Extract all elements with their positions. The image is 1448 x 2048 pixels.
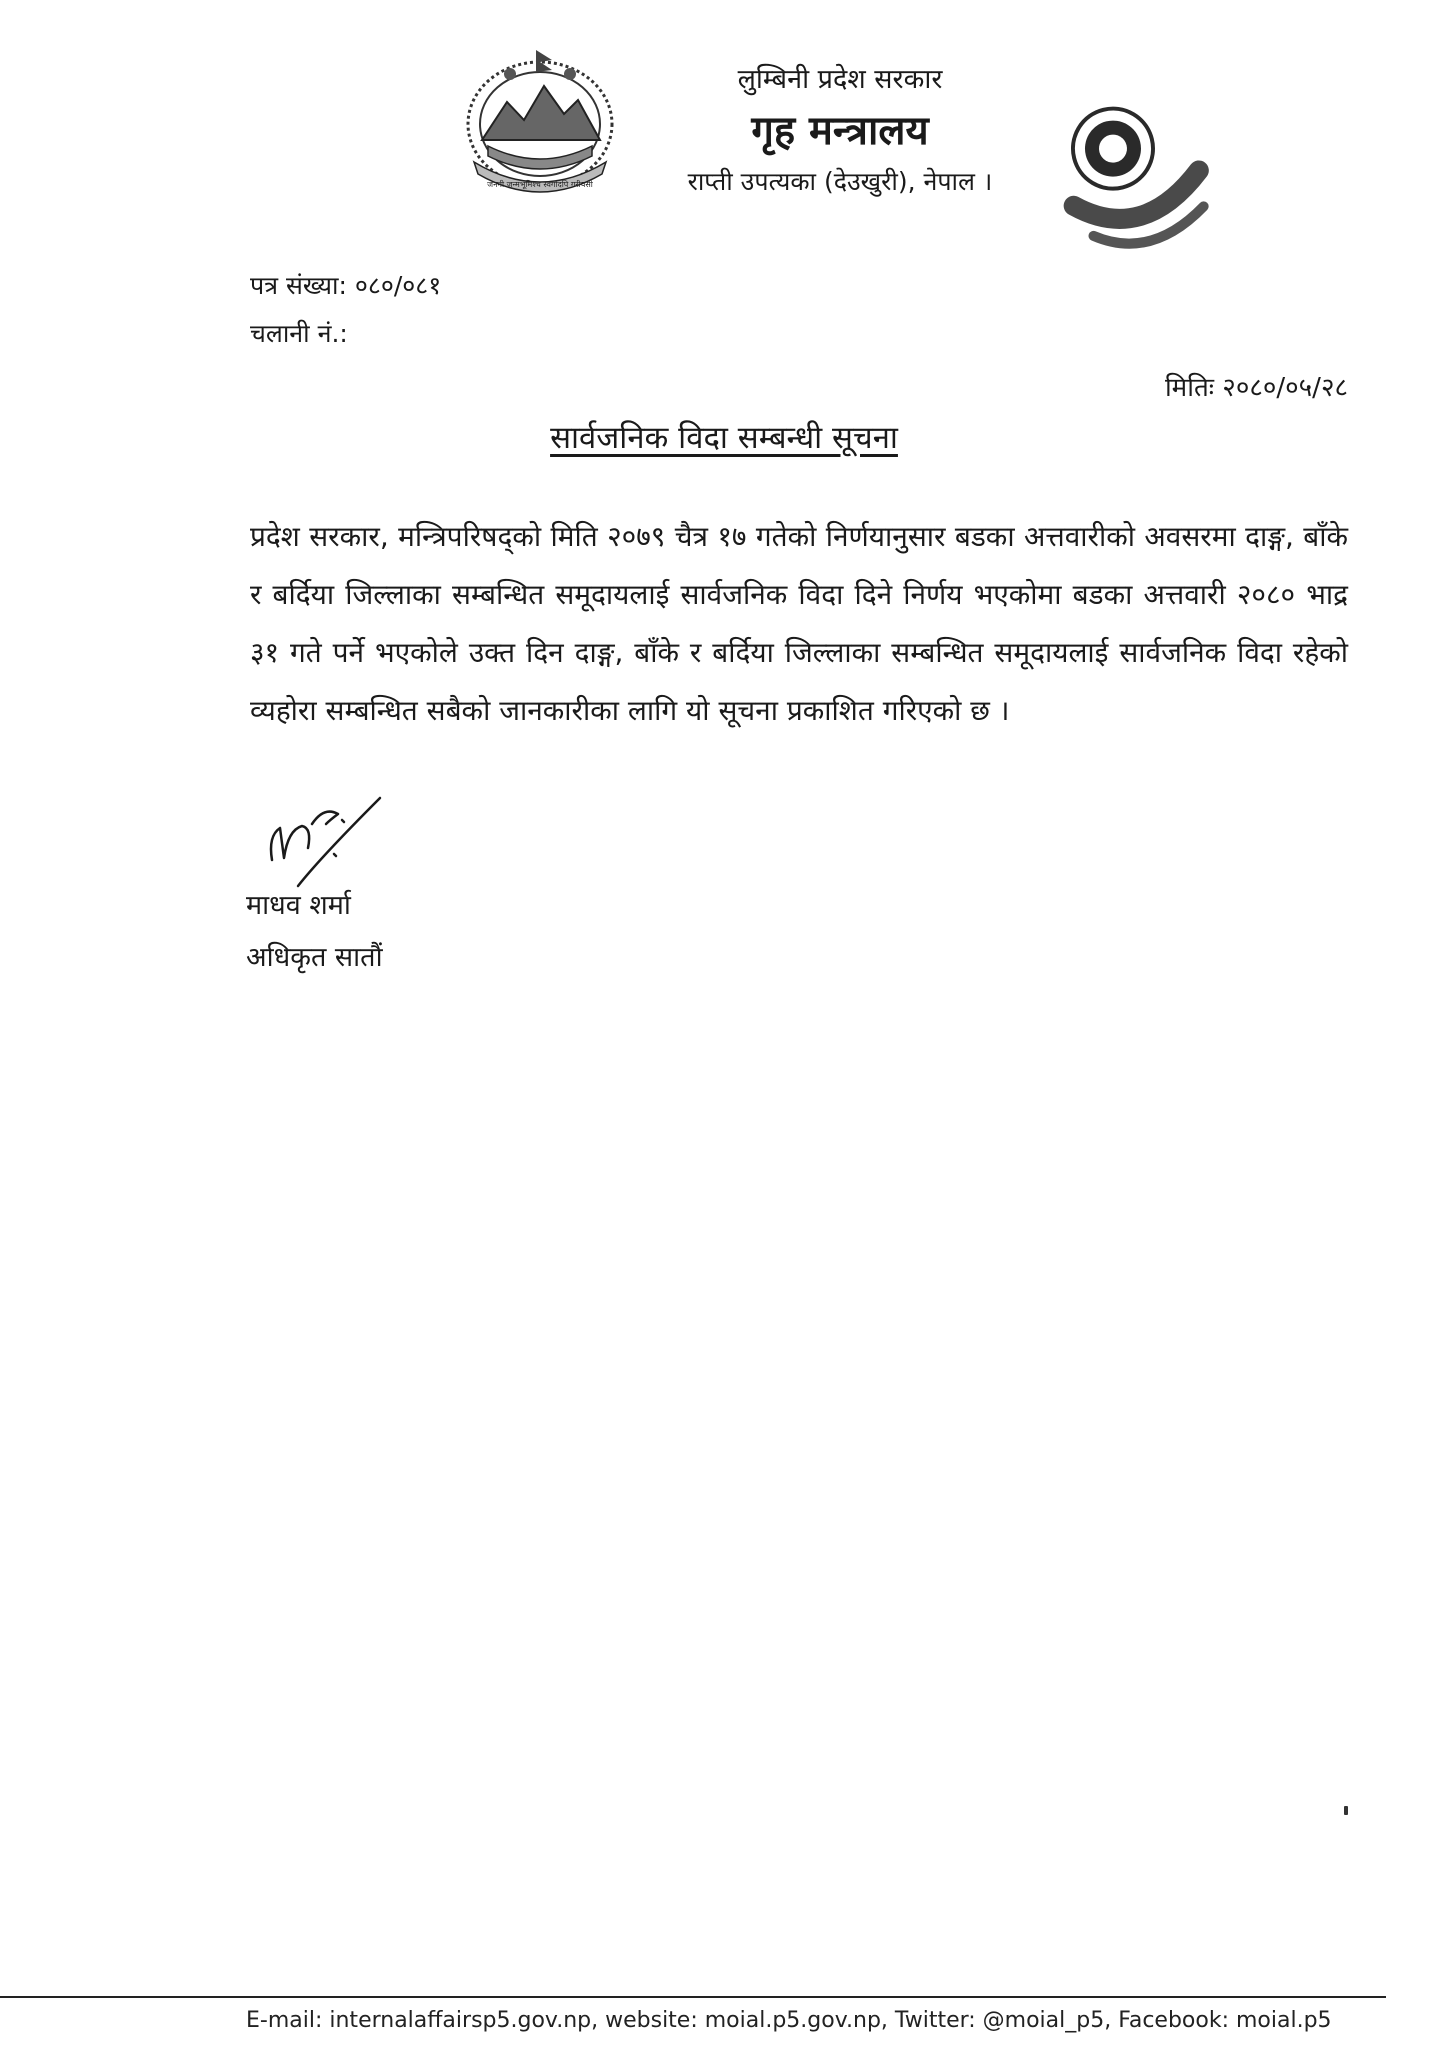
ministry-name: गृह मन्त्रालय bbox=[751, 108, 929, 154]
signatory-name: माधव शर्मा bbox=[246, 890, 351, 921]
office-stamp-icon bbox=[1010, 96, 1246, 272]
dispatch-number: चलानी नं.: bbox=[250, 319, 348, 348]
letterhead bbox=[640, 60, 1040, 202]
signatory-block bbox=[246, 880, 383, 984]
scan-mark bbox=[1344, 1806, 1348, 1815]
signatory-designation: अधिकृत सातौं bbox=[246, 942, 383, 973]
notice-subject bbox=[0, 416, 1448, 460]
office-address: राप्ती उपत्यका (देउखुरी), नेपाल । bbox=[687, 167, 993, 196]
footer-divider bbox=[0, 1996, 1386, 1998]
subject-text: सार्वजनिक विदा सम्बन्धी सूचना bbox=[550, 420, 898, 456]
letter-date: मितिः २०८०/०५/२८ bbox=[1164, 373, 1348, 403]
footer-contact: E-mail: internalaffairsp5.gov.np, website: moial.p5.gov.np, Twitter: @moial_p5, Facebook: moial.p5 bbox=[246, 2008, 1332, 2033]
government-name: लुम्बिनी प्रदेश सरकार bbox=[737, 64, 943, 95]
reference-block bbox=[250, 262, 441, 358]
nepal-emblem-icon bbox=[452, 42, 628, 200]
letter-number: पत्र संख्या: ०८०/०८१ bbox=[250, 271, 442, 300]
emblem-motto: जननी जन्मभूमिश्च स्वर्गादपि गरीयसी bbox=[487, 180, 593, 189]
notice-body: प्रदेश सरकार, मन्त्रिपरिषद्‍को मिति २०७९ चैत्र १७ गतेको निर्णयानुसार बडका अत्तवारीको अवसरमा दाङ्ग, बाँके र बर्दिया जिल्लाका सम्बन्धित समूदायलाई सार्वजनिक विदा दिने निर्णय भएकोमा बडका अत्तवारी २०८० भाद्र ३१ गते पर्ने भएकोले उक्त दिन दाङ्ग, बाँके र बर्दिया जिल्लाका सम्बन्धित समूदायलाई सार्वजनिक विदा रहेको व्यहोरा सम्बन्धित सबैको जानकारीका लागि यो सूचना प्रकाशित गरिएको छ । bbox=[250, 520, 1348, 727]
